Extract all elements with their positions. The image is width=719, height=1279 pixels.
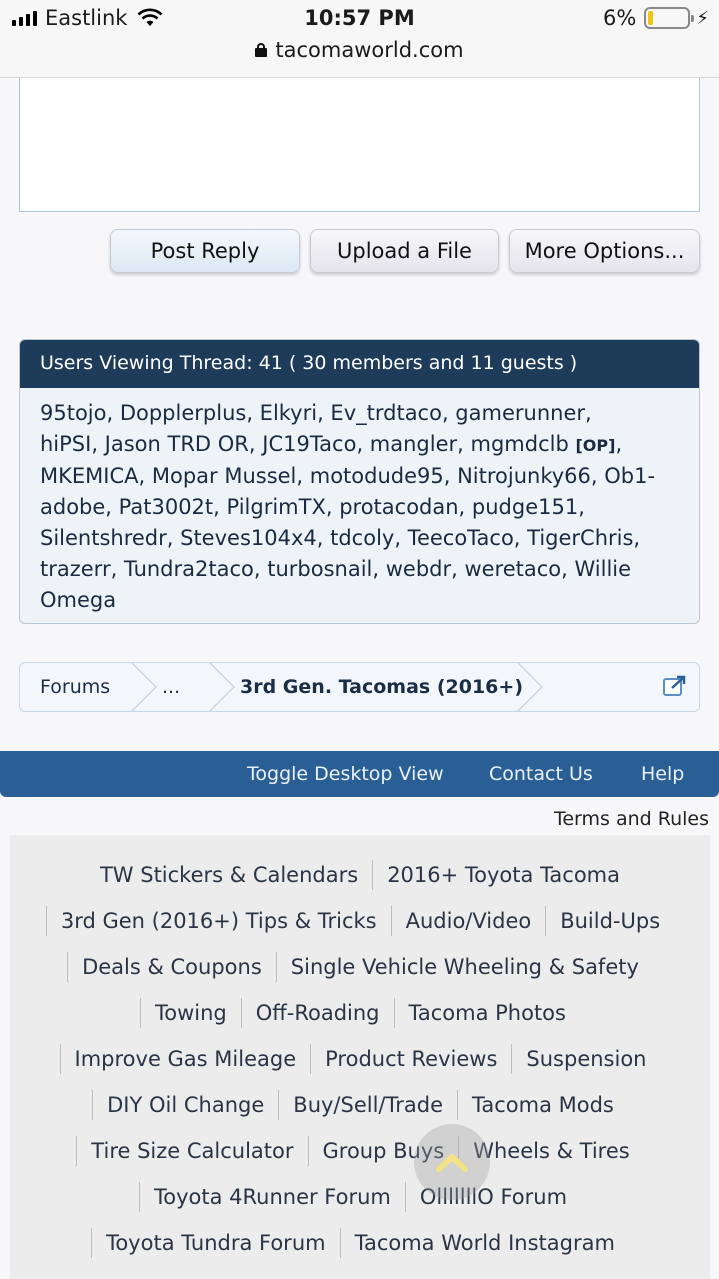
footer-link[interactable]: Single Vehicle Wheeling & Safety <box>276 952 653 982</box>
footer-link-row <box>10 1182 710 1212</box>
carrier-name: Eastlink <box>45 6 128 30</box>
user-list-line[interactable]: 95tojo, Dopplerplus, Elkyri, Ev_trdtaco, gamerunner, <box>40 401 592 425</box>
upload-file-button[interactable]: Upload a File <box>310 229 499 273</box>
users-viewing-panel <box>19 339 700 624</box>
footer-link-row <box>10 952 710 982</box>
footer-link-row <box>10 1090 710 1120</box>
post-reply-button[interactable]: Post Reply <box>110 229 300 273</box>
footer-link-row <box>10 906 710 936</box>
user-list-line[interactable]: trazerr, Tundra2taco, turbosnail, webdr, weretaco, Willie <box>40 557 632 581</box>
footer-link[interactable]: Product Reviews <box>310 1044 511 1074</box>
users-viewing-header: Users Viewing Thread: 41 ( 30 members and 11 guests ) <box>20 340 699 388</box>
footer-bar <box>0 751 719 797</box>
user-list-line[interactable]: MKEMICA, Mopar Mussel, motodude95, Nitrojunky66, Ob1- <box>40 464 656 488</box>
lock-icon <box>255 43 267 57</box>
footer-link[interactable]: Tacoma Mods <box>457 1090 628 1120</box>
footer-link[interactable]: Tacoma World Instagram <box>340 1228 629 1258</box>
footer-link[interactable]: 2016+ Toyota Tacoma <box>372 860 634 890</box>
breadcrumb-forums[interactable]: Forums <box>40 676 111 698</box>
reply-textarea[interactable] <box>19 78 700 212</box>
footer-link[interactable]: Deals & Coupons <box>67 952 276 982</box>
chevron-up-icon <box>435 1151 469 1173</box>
footer-link[interactable]: Wheels & Tires <box>458 1136 643 1166</box>
clock: 10:57 PM <box>304 6 415 30</box>
toggle-desktop-link[interactable]: Toggle Desktop View <box>247 763 444 785</box>
scroll-to-top-button[interactable] <box>414 1124 490 1200</box>
battery-percent: 6% <box>603 6 637 30</box>
footer-link-row <box>10 1044 710 1074</box>
footer-link[interactable]: 3rd Gen (2016+) Tips & Tricks <box>46 906 391 936</box>
footer-link[interactable]: Buy/Sell/Trade <box>278 1090 457 1120</box>
breadcrumb <box>19 662 700 712</box>
footer-link[interactable]: TW Stickers & Calendars <box>99 863 359 887</box>
footer-link[interactable]: Audio/Video <box>391 906 546 936</box>
footer-link-row <box>10 998 710 1028</box>
footer-link[interactable]: DIY Oil Change <box>92 1090 278 1120</box>
contact-us-link[interactable]: Contact Us <box>489 763 593 785</box>
user-list-line[interactable]: hiPSI, Jason TRD OR, JC19Taco, mangler, mgmdclb [OP], <box>40 432 623 456</box>
users-viewing-list <box>20 388 699 624</box>
op-badge: [OP] <box>575 436 616 455</box>
user-list-line[interactable]: Silentshredr, Steves104x4, tdcoly, TeecoTaco, TigerChris, <box>40 526 641 550</box>
footer-link[interactable]: OlllllllO Forum <box>405 1182 581 1212</box>
charging-icon: ⚡ <box>696 7 709 29</box>
footer-link[interactable]: Build-Ups <box>545 906 674 936</box>
footer-link[interactable]: Suspension <box>511 1044 660 1074</box>
breadcrumb-separator-icon <box>204 662 244 712</box>
jump-to-icon[interactable] <box>663 675 687 697</box>
footer-link-row <box>10 860 710 890</box>
breadcrumb-separator-icon <box>126 662 166 712</box>
user-list-line[interactable]: adobe, Pat3002t, PilgrimTX, protacodan, pudge151, <box>40 495 585 519</box>
footer-link[interactable]: Towing <box>140 998 241 1028</box>
url-text: tacomaworld.com <box>275 38 464 62</box>
user-list-line[interactable]: Omega <box>40 588 117 612</box>
breadcrumb-ellipsis[interactable]: ... <box>162 676 181 698</box>
battery-icon <box>644 7 690 29</box>
status-bar <box>0 0 719 78</box>
footer-link[interactable]: Tire Size Calculator <box>76 1136 307 1166</box>
footer-link[interactable]: Off-Roading <box>241 998 394 1028</box>
footer-links <box>10 835 710 1279</box>
help-link[interactable]: Help <box>641 763 685 785</box>
footer-link[interactable]: Group Buys <box>308 1136 459 1166</box>
footer-link[interactable]: Toyota Tundra Forum <box>91 1228 340 1258</box>
footer-link-row <box>10 1228 710 1258</box>
address-bar[interactable] <box>0 38 719 62</box>
breadcrumb-separator-icon <box>512 662 552 712</box>
footer-link[interactable]: Improve Gas Mileage <box>60 1044 311 1074</box>
footer-link[interactable]: Tacoma Photos <box>394 998 580 1028</box>
more-options-button[interactable]: More Options... <box>509 229 700 273</box>
footer-link[interactable]: Toyota 4Runner Forum <box>139 1182 405 1212</box>
footer-link-row <box>10 1136 710 1166</box>
breadcrumb-current[interactable]: 3rd Gen. Tacomas (2016+) <box>240 676 524 698</box>
terms-link[interactable]: Terms and Rules <box>553 808 709 830</box>
